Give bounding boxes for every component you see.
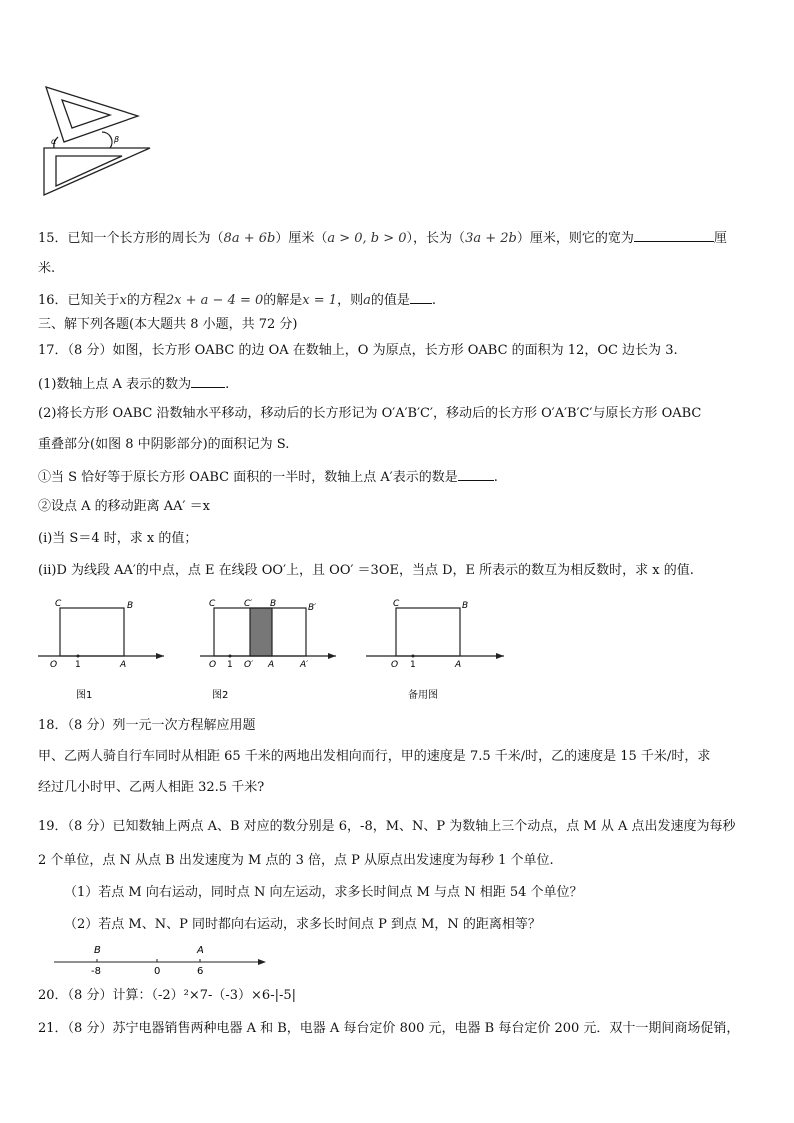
label-B: B: [127, 601, 134, 611]
question-17-part1: (1)数轴上点 A 表示的数为 .: [38, 374, 229, 394]
figure-1: [38, 594, 170, 704]
question-19-part2: （2）若点 M、N、P 同时都向右运动，求多长时间点 P 到点 M，N 的距离相等？: [64, 917, 541, 932]
upper-triangle-outer: [46, 87, 138, 142]
alpha-label: α: [51, 137, 57, 146]
question-21: 21．（8 分）苏宁电器销售两种电器 A 和 B，电器 A 每台定价 800 元，电器 B 每台定价 200 元．双十一期间商场促销，: [38, 1021, 740, 1036]
question-19-part1: （1）若点 M 向右运动，同时点 N 向左运动，求多长时间点 M 与点 N 相距 54 个单位？: [64, 885, 583, 900]
figure-2: [200, 594, 340, 704]
label-B-prime: B′: [308, 603, 317, 613]
section-3-heading: 三、解下列各题(本大题共 8 小题，共 72 分): [38, 317, 298, 332]
upper-triangle-inner: [62, 100, 110, 128]
question-15-cont: 米.: [38, 261, 56, 276]
point-B-label: B: [94, 945, 101, 956]
figure-spare: [366, 594, 508, 704]
label-B: B: [462, 601, 469, 611]
label-C: C: [55, 599, 62, 609]
point-A-label: A: [197, 945, 204, 956]
question-17-line1: 17．（8 分）如图，长方形 OABC 的边 OA 在数轴上，O 为原点，长方形 OABC 的面积为 12，OC 边长为 3.: [38, 343, 678, 358]
label-O-prime: O′: [244, 660, 254, 670]
point-A-value: 6: [197, 966, 204, 977]
question-19-line2: 2 个单位，点 N 从点 B 出发速度为 M 点的 3 倍，点 P 从原点出发速度为每秒 1 个单位.: [38, 853, 554, 868]
answer-blank: [634, 228, 714, 242]
overlap-shaded-region: [250, 608, 272, 656]
label-A: A: [120, 660, 127, 670]
question-17-sub2-ii: (ⅱ)D 为线段 AA′的中点，点 E 在线段 OO′上，且 OO′ ＝3OE，当点 D，E 所表示的数互为相反数时，求 x 的值.: [38, 563, 694, 578]
question-17-sub2-i: (ⅰ)当 S＝4 时，求 x 的值；: [38, 531, 198, 546]
number-line-q19: [52, 940, 270, 978]
label-O: O: [209, 660, 217, 670]
label-1: 1: [227, 660, 233, 670]
question-17-part2-cont: 重叠部分(如图 8 中阴影部分)的面积记为 S.: [38, 437, 290, 452]
question-17-part2: (2)将长方形 OABC 沿数轴水平移动，移动后的长方形记为 O′A′B′C′，移动后的长方形 O′A′B′C′与原长方形 OABC: [38, 406, 702, 421]
question-18-line2: 甲、乙两人骑自行车同时从相距 65 千米的两地出发相向而行，甲的速度是 7.5 千米/时，乙的速度是 15 千米/时，求: [38, 749, 711, 764]
lower-triangle-outer: [44, 148, 150, 195]
question-17-sub1: ①当 S 恰好等于原长方形 OABC 面积的一半时，数轴上点 A′表示的数是 .: [38, 467, 498, 487]
set-squares-figure: [38, 82, 154, 200]
label-O: O: [391, 660, 399, 670]
label-O: O: [50, 660, 58, 670]
origin-value: 0: [154, 966, 161, 977]
question-18-line1: 18．（8 分）列一元一次方程解应用题: [38, 718, 256, 733]
beta-label: β: [114, 135, 120, 144]
label-1: 1: [75, 660, 81, 670]
label-1: 1: [410, 660, 416, 670]
question-19-line1: 19．（8 分）已知数轴上两点 A、B 对应的数分别是 6，-8，M、N、P 为数轴上三个动点，点 M 从 A 点出发速度为每秒: [38, 819, 736, 834]
question-16: 16．已知关于x的方程2x + a − 4 = 0的解是x = 1，则a的值是 .: [38, 290, 436, 310]
question-15: 15．已知一个长方形的周长为（8a + 6b）厘米（a > 0, b > 0），长为（3a + 2b）厘米，则它的宽为 厘: [38, 228, 727, 248]
question-17-sub2: ②设点 A 的移动距离 AA′ ＝x: [38, 499, 210, 514]
figure-spare-caption: 备用图: [408, 690, 438, 701]
label-C: C: [393, 599, 400, 609]
label-A-prime: A′: [300, 660, 309, 670]
question-18-line3: 经过几小时甲、乙两人相距 32.5 千米?: [38, 780, 265, 795]
figure-1-caption: 图1: [76, 690, 93, 701]
point-B-value: -8: [91, 966, 101, 977]
answer-blank: [191, 374, 225, 388]
label-A: A: [268, 660, 275, 670]
label-A: A: [455, 660, 462, 670]
answer-blank: [410, 290, 432, 304]
question-20: 20．（8 分）计算：（-2）²×7-（-3）×6-|-5|: [38, 988, 297, 1003]
label-C-prime: C′: [244, 599, 253, 609]
answer-blank: [458, 467, 494, 481]
figure-2-caption: 图2: [212, 690, 229, 701]
label-B: B: [270, 599, 277, 609]
lower-triangle-inner: [56, 156, 122, 186]
label-C: C: [209, 599, 216, 609]
